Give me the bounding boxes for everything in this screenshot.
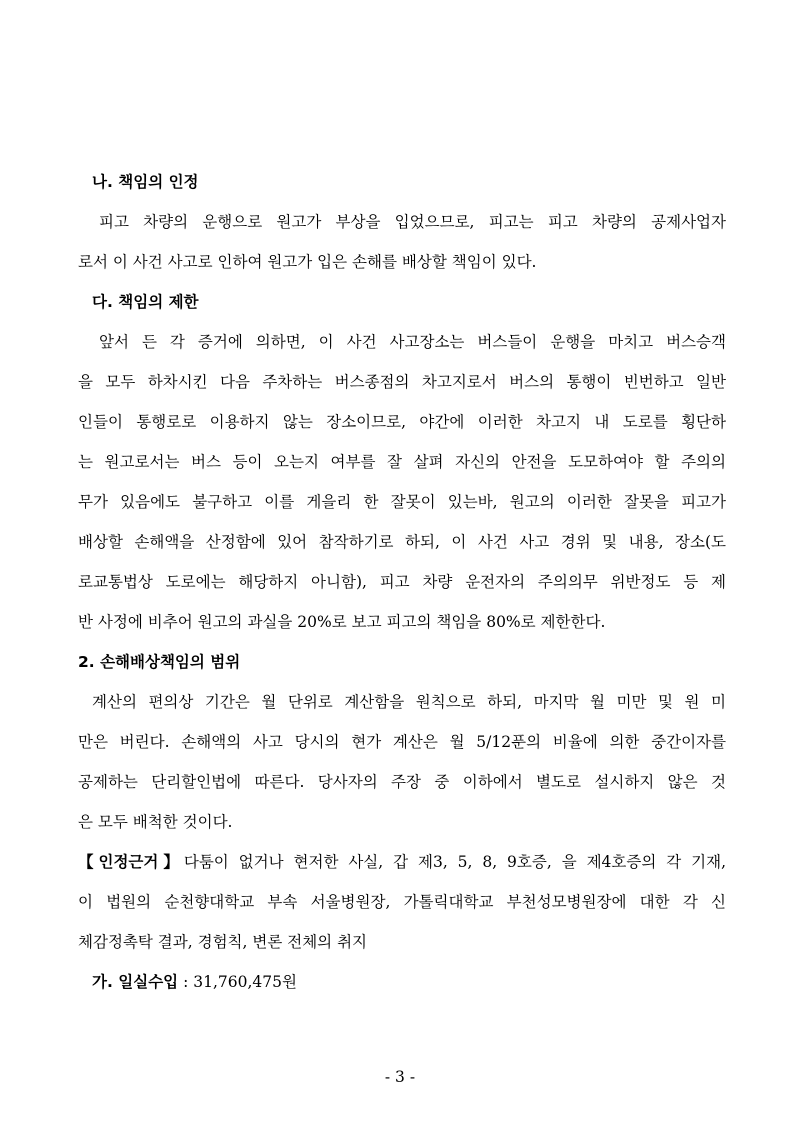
section-heading-damages-scope: 2. 손해배상책임의 범위 [78,653,241,671]
page-number: - 3 - [384,1068,416,1086]
paragraph-line: 을 모두 하차시킨 다음 주차하는 버스종점의 차고지로서 버스의 통행이 빈번하고 일반 [78,373,726,391]
paragraph-line: 이 법원의 순천향대학교 부속 서울병원장, 가톨릭대학교 부천성모병원장에 대한 각 신 [78,893,726,911]
paragraph-line: 반 사정에 비추어 원고의 과실을 20%로 보고 피고의 책임을 80%로 제한한다. [78,613,606,631]
lost-income-amount: 31,760,475원 [193,973,297,991]
paragraph-line: 체감정촉탁 결과, 경험칙, 변론 전체의 취지 [78,933,368,951]
lost-income-separator: : [178,973,194,991]
paragraph-line: 인들이 통행로로 이용하지 않는 장소이므로, 야간에 이러한 차고지 내 도로를 횡단하 [78,413,726,431]
paragraph-line: 은 모두 배척한 것이다. [78,813,233,831]
paragraph-line: 공제하는 단리할인법에 따른다. 당사자의 주장 중 이하에서 별도로 설시하지 않은 것 [78,773,726,791]
evidence-basis-label: 【인정근거】 [78,853,184,871]
paragraph-line: 로서 이 사건 사고로 인하여 원고가 입은 손해를 배상할 책임이 있다. [78,253,537,271]
paragraph-line: 로교통법상 도로에는 해당하지 아니함), 피고 차량 운전자의 주의의무 위반정도 등 제 [78,573,726,591]
paragraph-line: 무가 있음에도 불구하고 이를 게을리 한 잘못이 있는바, 원고의 이러한 잘못을 피고가 [78,493,726,511]
paragraph-line: 만은 버린다. 손해액의 사고 당시의 현가 계산은 월 5/12푼의 비율에 의한 중간이자를 [78,733,726,751]
evidence-basis-text: 다툼이 없거나 현저한 사실, 갑 제3, 5, 8, 9호증, 을 제4호증의 각 기재, [183,853,726,871]
paragraph-line: 피고 차량의 운행으로 원고가 부상을 입었으므로, 피고는 피고 차량의 공제사업자 [99,213,726,231]
paragraph-line: 배상할 손해액을 산정함에 있어 참작하기로 하되, 이 사건 사고 경위 및 내용, 장소(도 [78,533,726,551]
evidence-basis-line [78,852,726,872]
paragraph-line: 앞서 든 각 증거에 의하면, 이 사건 사고장소는 버스들이 운행을 마치고 버스승객 [99,333,726,351]
lost-income-label: 가. 일실수입 [92,973,179,991]
paragraph-line: 는 원고로서는 버스 등이 오는지 여부를 잘 살펴 자신의 안전을 도모하여야 할 주의의 [78,453,726,471]
section-heading-liability-recognition: 나. 책임의 인정 [92,173,199,191]
paragraph-line: 계산의 편의상 기간은 월 단위로 계산함을 원칙으로 하되, 마지막 월 미만 및 원 미 [92,693,726,711]
lost-income-line [92,972,726,992]
section-heading-liability-limit: 다. 책임의 제한 [92,293,199,311]
